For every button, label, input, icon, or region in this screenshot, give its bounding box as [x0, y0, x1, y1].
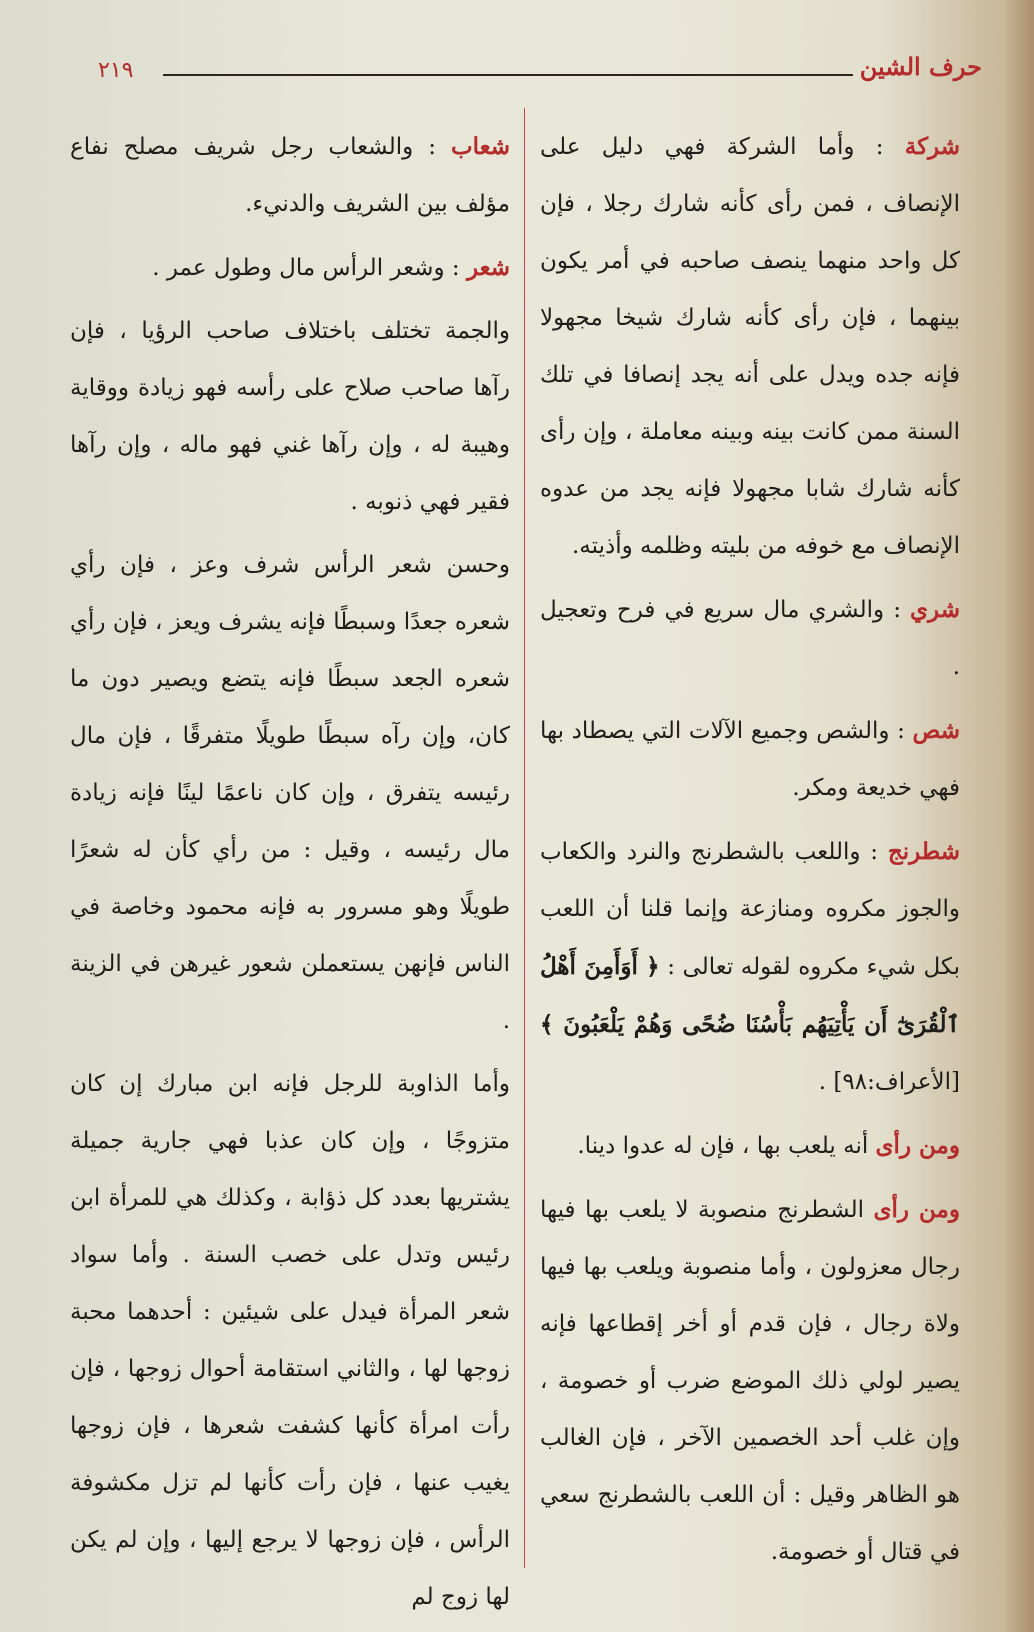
right-column: [540, 118, 960, 1587]
entry-text: : وأما الشركة فهي دليل على الإنصاف ، فمن رأى كأنه شارك رجلا ، فإن كل واحد منهما ينصف صاحبه في أمر يكون بينهما ، فإن رأى كأنه شارك شيخا مجهولا فإنه جده ويدل على أنه يجد إنصافا في تلك السنة ممن كانت بينه وبينه معاملة ، وإن رأى كأنه شارك شابا مجهولا فإنه يجد من عدوه الإنصاف مع خوفه من بليته وظلمه وأذيته.: [540, 134, 960, 559]
entry-text: : وشعر الرأس مال وطول عمر .: [152, 255, 460, 281]
entry-shiss: [540, 702, 960, 817]
verse-reference: [الأعراف:٩٨] .: [818, 1069, 960, 1095]
entry-text: : والشعاب رجل شريف مصلح نفاع مؤلف بين الشريف والدنيء.: [70, 134, 510, 217]
entry-shiab: [70, 118, 510, 233]
entry-shatranj: [540, 823, 960, 1111]
entry-man-raa-2: [540, 1181, 960, 1581]
header-rule: [163, 74, 853, 76]
paragraph-husn-shaar: وحسن شعر الرأس شرف وعز ، فإن رأي شعره جعدًا وسبطًا فإنه يشرف ويعز ، فإن رأي شعره الجعد سبطًا فإنه يتضع ويصير دون ما كان، وإن رآه سبطًا طويلًا متفرقًا ، فإن مال رئيسه يتفرق ، وإن كان ناعمًا لينًا فإنه زيادة مال رئيسه ، وقيل : من رأي كأن له شعرًا طويلًا وهو مسرور به فإنه محمود وخاصة في الناس فإنهن يستعملن شعور غيرهن في الزينة .: [70, 552, 510, 1034]
paragraph-jumma: والجمة تختلف باختلاف صاحب الرؤيا ، فإن رآها صاحب صلاح على رأسه فهو زيادة ووقاية وهيبة له ، وإن رآها غني فهو ماله ، وإن رآها فقير فهي ذنوبه .: [70, 318, 510, 515]
entry-text: : والشص وجميع الآلات التي يصطاد بها فهي خديعة ومكر.: [540, 718, 960, 801]
entry-keyword: ومن رأى: [875, 1132, 960, 1159]
entry-man-raa-1: [540, 1117, 960, 1175]
entry-text: الشطرنج منصوبة لا يلعب بها فيها رجال معزولون ، وأما منصوبة ويلعب بها فيها ولاة رجال ، فإن قدم أو أخر إقطاعها فإنه يصير لولي ذلك الموضع ضرب أو خصومة ، وإن غلب أحد الخصمين الآخر ، فإن الغالب هو الظاهر وقيل : أن اللعب بالشطرنج سعي في قتال أو خصومة.: [540, 1197, 960, 1565]
running-head: حرف الشين: [859, 52, 982, 81]
page-number: ٢١٩: [98, 58, 134, 83]
entry-keyword: شطرنج: [887, 838, 960, 865]
left-column: [70, 118, 510, 1632]
entry-shiri: [540, 581, 960, 696]
entry-shaar: [70, 239, 510, 297]
entry-text: أنه يلعب بها ، فإن له عدوا دينا.: [577, 1133, 869, 1159]
entry-keyword: شعاب: [450, 133, 511, 160]
paragraph-dhuaba: وأما الذاوبة للرجل فإنه ابن مبارك إن كان متزوجًا ، وإن كان عذبا فهي جارية جميلة يشتريها بعدد كل ذؤابة ، وكذلك هي للمرأة ابن رئيس وتدل على خصب السنة . وأما سواد شعر المرأة فيدل على شيئين : أحدهما محبة زوجها لها ، والثاني استقامة أحوال زوجها ، فإن رأت امرأة كأنها كشفت شعرها ، فإن زوجها يغيب عنها ، فإن رأت كأنها لم تزل مكشوفة الرأس ، فإن زوجها لا يرجع إليها ، وإن لم يكن لها زوج لم: [70, 1071, 510, 1610]
entry-keyword: شعر: [466, 254, 510, 281]
entry-keyword: شص: [912, 717, 960, 744]
entry-text: : والشري مال سريع في فرح وتعجيل .: [540, 597, 960, 680]
entry-shirka: [540, 118, 960, 575]
entry-keyword: شركة: [904, 133, 960, 160]
column-divider: [524, 108, 525, 1568]
entry-text: : واللعب بالشطرنج والنرد والكعاب والجوز مكروه ومنازعة وإنما قلنا أن اللعب بكل شيء مكروه لقوله تعالى :: [540, 839, 961, 980]
entry-keyword: ومن رأى: [873, 1196, 960, 1223]
quran-verse: ﴿ أَوَأَمِنَ أَهْلُ ٱلْقُرَىٰٓ أَن يَأْتِيَهُم بَأْسُنَا ضُحًى وَهُمْ يَلْعَبُونَ ﴾: [540, 953, 960, 1038]
entry-keyword: شري: [910, 596, 960, 623]
